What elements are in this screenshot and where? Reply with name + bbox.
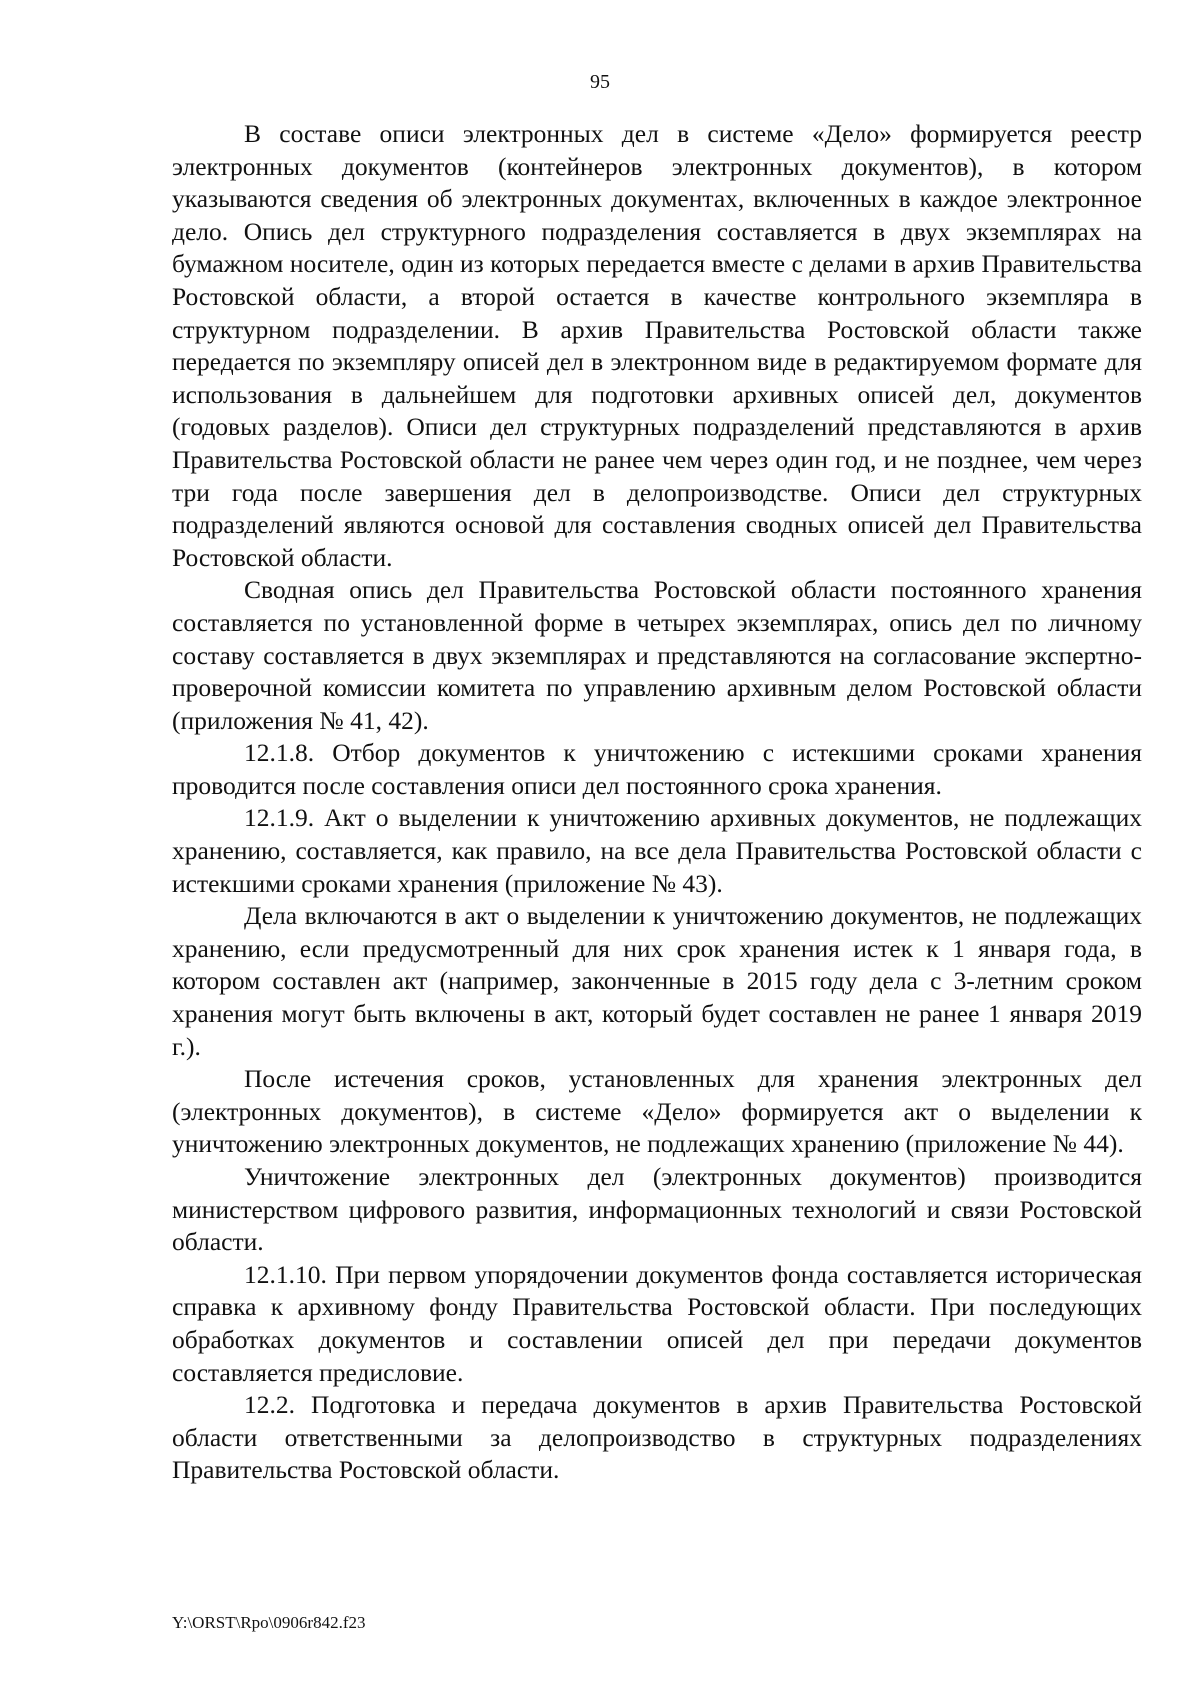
paragraph: После истечения сроков, установленных для хранения электронных дел (электронных документов), в системе «Дело» формируется акт о выделении к уничтожению электронных документов, не подлежащих хранению (приложение № 44). <box>172 1064 1142 1159</box>
paragraph: Дела включаются в акт о выделении к уничтожению документов, не подлежащих хранению, если предусмотренный для них срок хранения истек к 1 января года, в котором составлен акт (например, законченные в 2015 году дела с 3-летним сроком хранения могут быть включены в акт, который будет составлен не ранее 1 января 2019 г.). <box>172 901 1142 1061</box>
paragraph: Уничтожение электронных дел (электронных документов) производится министерством цифрового развития, информационных технологий и связи Ростовской области. <box>172 1162 1142 1257</box>
page-number: 95 <box>590 71 610 93</box>
document-body <box>172 118 1142 1487</box>
paragraph: Сводная опись дел Правительства Ростовской области постоянного хранения составляется по установленной форме в четырех экземплярах, опись дел по личному составу составляется в двух экземплярах и представляются на согласование экспертно-проверочной комиссии комитета по управлению архивным делом Ростовской области (приложения № 41, 42). <box>172 575 1142 735</box>
paragraph: В составе описи электронных дел в системе «Дело» формируется реестр электронных документов (контейнеров электронных документов), в котором указываются сведения об электронных документах, включенных в каждое электронное дело. Опись дел структурного подразделения составляется в двух экземплярах на бумажном носителе, один из которых передается вместе с делами в архив Правительства Ростовской области, а второй остается в качестве контрольного экземпляра в структурном подразделении. В архив Правительства Ростовской области также передается по экземпляру описей дел в электронном виде в редактируемом формате для использования в дальнейшем для подготовки архивных описей дел, документов (годовых разделов). Описи дел структурных подразделений представляются в архив Правительства Ростовской области не ранее чем через один год, и не позднее, чем через три года после завершения дел в делопроизводстве. Описи дел структурных подразделений являются основой для составления сводных описей дел Правительства Ростовской области. <box>172 119 1142 572</box>
paragraph: 12.1.8. Отбор документов к уничтожению с истекшими сроками хранения проводится после составления описи дел постоянного срока хранения. <box>172 738 1142 800</box>
paragraph: 12.1.9. Акт о выделении к уничтожению архивных документов, не подлежащих хранению, составляется, как правило, на все дела Правительства Ростовской области с истекшими сроками хранения (приложение № 43). <box>172 803 1142 898</box>
footer-file-path: Y:\ORST\Rpo\0906r842.f23 <box>172 1613 366 1632</box>
paragraph: 12.2. Подготовка и передача документов в архив Правительства Ростовской области ответственными за делопроизводство в структурных подразделениях Правительства Ростовской области. <box>172 1390 1142 1485</box>
paragraph: 12.1.10. При первом упорядочении документов фонда составляется историческая справка к архивному фонду Правительства Ростовской области. При последующих обработках документов и составлении описей дел при передачи документов составляется предисловие. <box>172 1259 1142 1387</box>
